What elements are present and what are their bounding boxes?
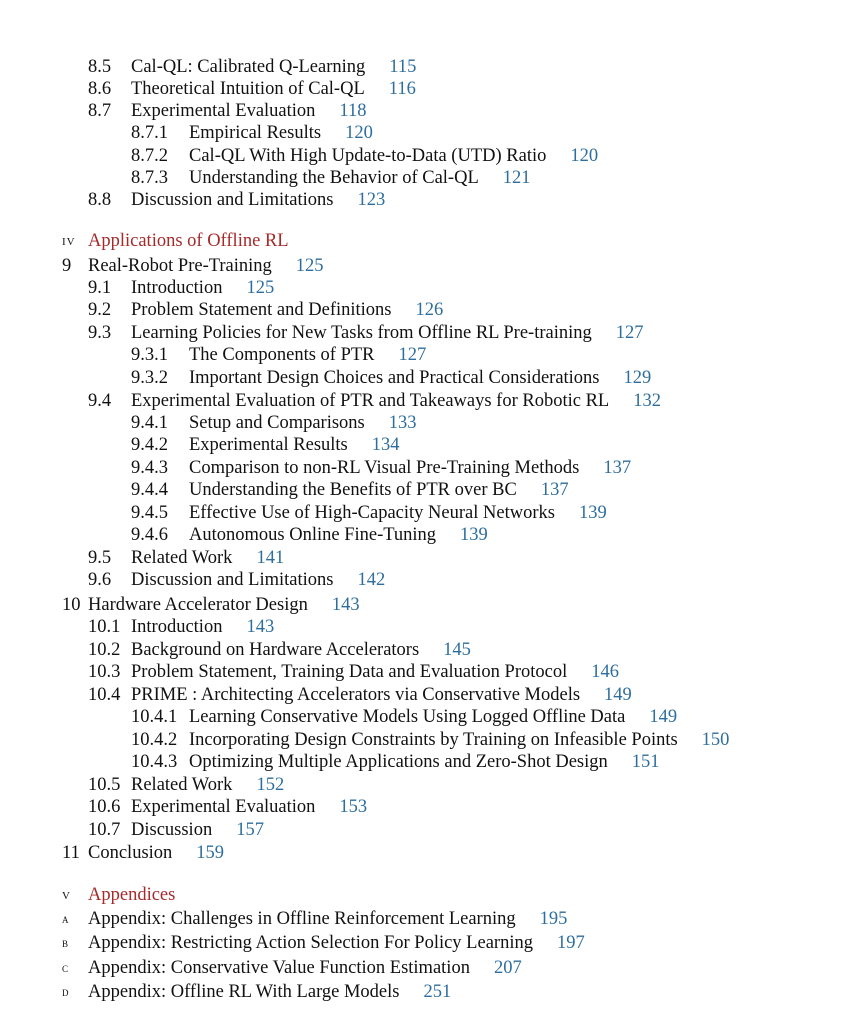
toc-entry-page-link[interactable]: 134	[371, 435, 400, 455]
toc-entry-page-link[interactable]: 143	[246, 617, 275, 637]
toc-entry-page-link[interactable]: 152	[256, 775, 285, 795]
toc-entry-number: 9.4.5	[131, 503, 168, 523]
toc-entry-title	[189, 344, 426, 366]
toc-entry-title-text: Background on Hardware Accelerators	[131, 640, 420, 660]
toc-entry-title	[88, 981, 451, 1003]
toc-entry-number: d	[62, 984, 69, 999]
toc-entry-number: 10.4.2	[131, 730, 178, 750]
toc-entry-page-link[interactable]: 121	[502, 168, 531, 188]
toc-entry-number: 10.1	[88, 617, 121, 637]
toc-entry-title	[88, 957, 522, 979]
toc-entry-page-link[interactable]: 195	[539, 909, 568, 929]
toc-entry-number: c	[62, 960, 69, 975]
toc-entry-number: 8.7.3	[131, 168, 168, 188]
toc-entry-title	[131, 390, 661, 412]
toc-entry-title-text: Conclusion	[88, 843, 173, 863]
toc-entry-title-text: Problem Statement and Definitions	[131, 300, 392, 320]
toc-entry-title	[88, 230, 289, 252]
toc-entry-page-link[interactable]: 126	[415, 300, 444, 320]
toc-entry-title	[189, 122, 373, 144]
toc-entry-title-text: Hardware Accelerator Design	[88, 595, 308, 615]
toc-entry-title	[131, 322, 644, 344]
toc-entry-page-link[interactable]: 251	[423, 982, 452, 1002]
toc-entry-number: 9	[62, 256, 72, 276]
toc-entry-title-text: Understanding the Benefits of PTR over BC	[189, 480, 517, 500]
toc-entry-title-text: Related Work	[131, 548, 233, 568]
toc-entry-title	[131, 639, 471, 661]
toc-entry-title	[189, 524, 488, 546]
toc-entry-title	[189, 706, 677, 728]
toc-entry-title-text: Discussion and Limitations	[131, 190, 334, 210]
toc-entry-number: 10.3	[88, 662, 121, 682]
toc-entry-number: 9.5	[88, 548, 112, 568]
toc-entry-title-text: Autonomous Online Fine-Tuning	[189, 525, 437, 545]
toc-entry-number: 10.6	[88, 797, 121, 817]
toc-entry-page-link[interactable]: 118	[339, 101, 367, 121]
toc-entry-page-link[interactable]: 115	[389, 57, 417, 77]
toc-entry-page-link[interactable]: 207	[493, 958, 522, 978]
toc-entry-page-link[interactable]: 150	[701, 730, 730, 750]
toc-entry-page-link[interactable]: 139	[460, 525, 488, 545]
toc-entry-title-text: Theoretical Intuition of Cal-QL	[131, 79, 365, 99]
toc-entry-number: b	[62, 935, 69, 950]
toc-entry-title	[88, 255, 324, 277]
toc-entry-number: 9.4.2	[131, 435, 168, 455]
toc-entry-title-text: Learning Conservative Models Using Logged Offline Data	[189, 707, 626, 727]
toc-entry-title	[189, 167, 531, 189]
toc-entry-title	[131, 100, 367, 122]
toc-entry-title-text: Appendix: Conservative Value Function Estimation	[88, 958, 470, 978]
toc-entry-page-link[interactable]: 127	[615, 323, 644, 343]
toc-entry-page-link[interactable]: 120	[345, 123, 373, 143]
toc-entry-page-link[interactable]: 137	[603, 458, 632, 478]
toc-entry-page-link[interactable]: 149	[604, 685, 632, 705]
toc-entry-page-link[interactable]: 141	[256, 548, 285, 568]
toc-entry-page-link[interactable]: 125	[246, 278, 275, 298]
toc-entry-title	[131, 661, 619, 683]
toc-entry-title-text: Related Work	[131, 775, 233, 795]
toc-entry-number: 8.7.2	[131, 146, 168, 166]
toc-entry-number: iv	[62, 233, 76, 249]
toc-entry-page-link[interactable]: 197	[556, 933, 585, 953]
toc-entry-title	[88, 932, 585, 954]
toc-entry-title-text: Problem Statement, Training Data and Evaluation Protocol	[131, 662, 568, 682]
toc-entry-title	[131, 774, 284, 796]
toc-entry-page-link[interactable]: 142	[357, 570, 386, 590]
toc-entry-number: 9.2	[88, 300, 112, 320]
toc-entry-title-text: Discussion and Limitations	[131, 570, 334, 590]
toc-entry-title	[131, 189, 385, 211]
toc-entry-number: v	[62, 887, 71, 903]
toc-entry-page-link[interactable]: 125	[295, 256, 324, 276]
toc-entry-page-link[interactable]: 153	[339, 797, 368, 817]
toc-entry-title-text: Learning Policies for New Tasks from Offline RL Pre-training	[131, 323, 592, 343]
toc-entry-number: a	[62, 911, 69, 926]
toc-entry-page-link[interactable]: 143	[331, 595, 360, 615]
toc-entry-page-link[interactable]: 137	[540, 480, 569, 500]
toc-entry-number: 10	[62, 595, 81, 615]
toc-entry-number: 9.3	[88, 323, 112, 343]
toc-entry-page-link[interactable]: 157	[236, 820, 264, 840]
toc-entry-number: 9.3.2	[131, 368, 168, 388]
toc-entry-title	[88, 594, 360, 616]
toc-entry-title-text: Cal-QL With High Update-to-Data (UTD) Ratio	[189, 146, 547, 166]
toc-entry-number: 9.4.3	[131, 458, 168, 478]
toc-entry-title	[88, 884, 175, 906]
toc-entry-number: 9.3.1	[131, 345, 168, 365]
toc-entry-title-text: Experimental Evaluation of PTR and Takeaways for Robotic RL	[131, 391, 610, 411]
toc-entry-title-text: Experimental Results	[189, 435, 348, 455]
toc-entry-number: 9.4.1	[131, 413, 168, 433]
toc-entry-title-text: Introduction	[131, 617, 223, 637]
toc-entry-title	[189, 729, 729, 751]
toc-entry-title	[189, 145, 598, 167]
toc-entry-title-text: Incorporating Design Constraints by Training on Infeasible Points	[189, 730, 678, 750]
toc-entry-title	[131, 56, 416, 78]
toc-entry-page-link[interactable]: 146	[591, 662, 619, 682]
toc-entry-title	[189, 457, 631, 479]
toc-entry-page-link[interactable]: 116	[388, 79, 416, 99]
toc-entry-number: 10.4.1	[131, 707, 178, 727]
toc-entry-title	[131, 299, 443, 321]
toc-entry-page-link[interactable]: 120	[570, 146, 599, 166]
toc-entry-title-text: Understanding the Behavior of Cal-QL	[189, 168, 479, 188]
toc-entry-title	[189, 751, 660, 773]
toc-entry-title	[189, 434, 400, 456]
toc-entry-page-link[interactable]: 139	[578, 503, 607, 523]
toc-entry-title-text: Introduction	[131, 278, 223, 298]
toc-entry-title	[131, 819, 264, 841]
toc-entry-title-text: Experimental Evaluation	[131, 101, 316, 121]
toc-entry-title	[131, 78, 416, 100]
toc-entry-title-text: Appendices	[88, 885, 176, 905]
toc-entry-number: 10.7	[88, 820, 121, 840]
toc-entry-title	[88, 842, 224, 864]
toc-entry-title-text: Appendix: Offline RL With Large Models	[88, 982, 400, 1002]
toc-entry-title	[131, 569, 385, 591]
toc-entry-page-link[interactable]: 159	[196, 843, 225, 863]
toc-entry-page-link[interactable]: 123	[357, 190, 386, 210]
toc-entry-title-text: Setup and Comparisons	[189, 413, 365, 433]
toc-entry-title	[88, 908, 567, 930]
toc-entry-page-link[interactable]: 151	[631, 752, 660, 772]
toc-entry-number: 9.4.6	[131, 525, 168, 545]
toc-entry-number: 9.1	[88, 278, 112, 298]
toc-entry-title-text: Real-Robot Pre-Training	[88, 256, 272, 276]
toc-entry-number: 11	[62, 843, 80, 863]
toc-entry-title-text: Discussion	[131, 820, 213, 840]
toc-entry-page-link[interactable]: 149	[649, 707, 678, 727]
toc-entry-title-text: The Components of PTR	[189, 345, 375, 365]
toc-entry-title-text: Optimizing Multiple Applications and Zero-Shot Design	[189, 752, 608, 772]
toc-entry-title	[189, 479, 569, 501]
toc-entry-title-text: Experimental Evaluation	[131, 797, 316, 817]
toc-entry-page-link[interactable]: 132	[633, 391, 661, 411]
toc-entry-number: 8.5	[88, 57, 112, 77]
toc-entry-number: 10.2	[88, 640, 121, 660]
toc-entry-title	[189, 412, 417, 434]
toc-entry-number: 9.4.4	[131, 480, 168, 500]
toc-entry-title	[131, 616, 274, 638]
toc-entry-title-text: Important Design Choices and Practical Considerations	[189, 368, 600, 388]
toc-entry-title-text: Appendix: Restricting Action Selection For Policy Learning	[88, 933, 533, 953]
toc-entry-page-link[interactable]: 129	[623, 368, 652, 388]
toc-entry-number: 10.4.3	[131, 752, 178, 772]
toc-entry-number: 9.4	[88, 391, 112, 411]
toc-entry-title	[189, 502, 607, 524]
toc-entry-number: 10.4	[88, 685, 121, 705]
toc-entry-title-text: Appendix: Challenges in Offline Reinforcement Learning	[88, 909, 516, 929]
toc-entry-page-link[interactable]: 145	[443, 640, 471, 660]
toc-entry-title-text: PRIME : Architecting Accelerators via Conservative Models	[131, 685, 581, 705]
toc-entry-title-text: Comparison to non-RL Visual Pre-Training Methods	[189, 458, 580, 478]
toc-entry-number: 8.8	[88, 190, 112, 210]
toc-entry-title	[131, 277, 274, 299]
toc-entry-title	[189, 367, 651, 389]
toc-entry-number: 8.7	[88, 101, 112, 121]
toc-entry-number: 10.5	[88, 775, 121, 795]
toc-entry-title	[131, 684, 632, 706]
toc-entry-page-link[interactable]: 133	[388, 413, 417, 433]
toc-entry-title-text: Cal-QL: Calibrated Q-Learning	[131, 57, 366, 77]
toc-entry-title-text: Empirical Results	[189, 123, 322, 143]
toc-entry-number: 8.7.1	[131, 123, 168, 143]
toc-entry-title	[131, 547, 284, 569]
toc-entry-number: 8.6	[88, 79, 112, 99]
toc-entry-number: 9.6	[88, 570, 112, 590]
toc-entry-title-text: Applications of Offline RL	[88, 231, 289, 251]
toc-entry-title-text: Effective Use of High-Capacity Neural Networks	[189, 503, 555, 523]
toc-entry-title	[131, 796, 367, 818]
toc-entry-page-link[interactable]: 127	[398, 345, 427, 365]
